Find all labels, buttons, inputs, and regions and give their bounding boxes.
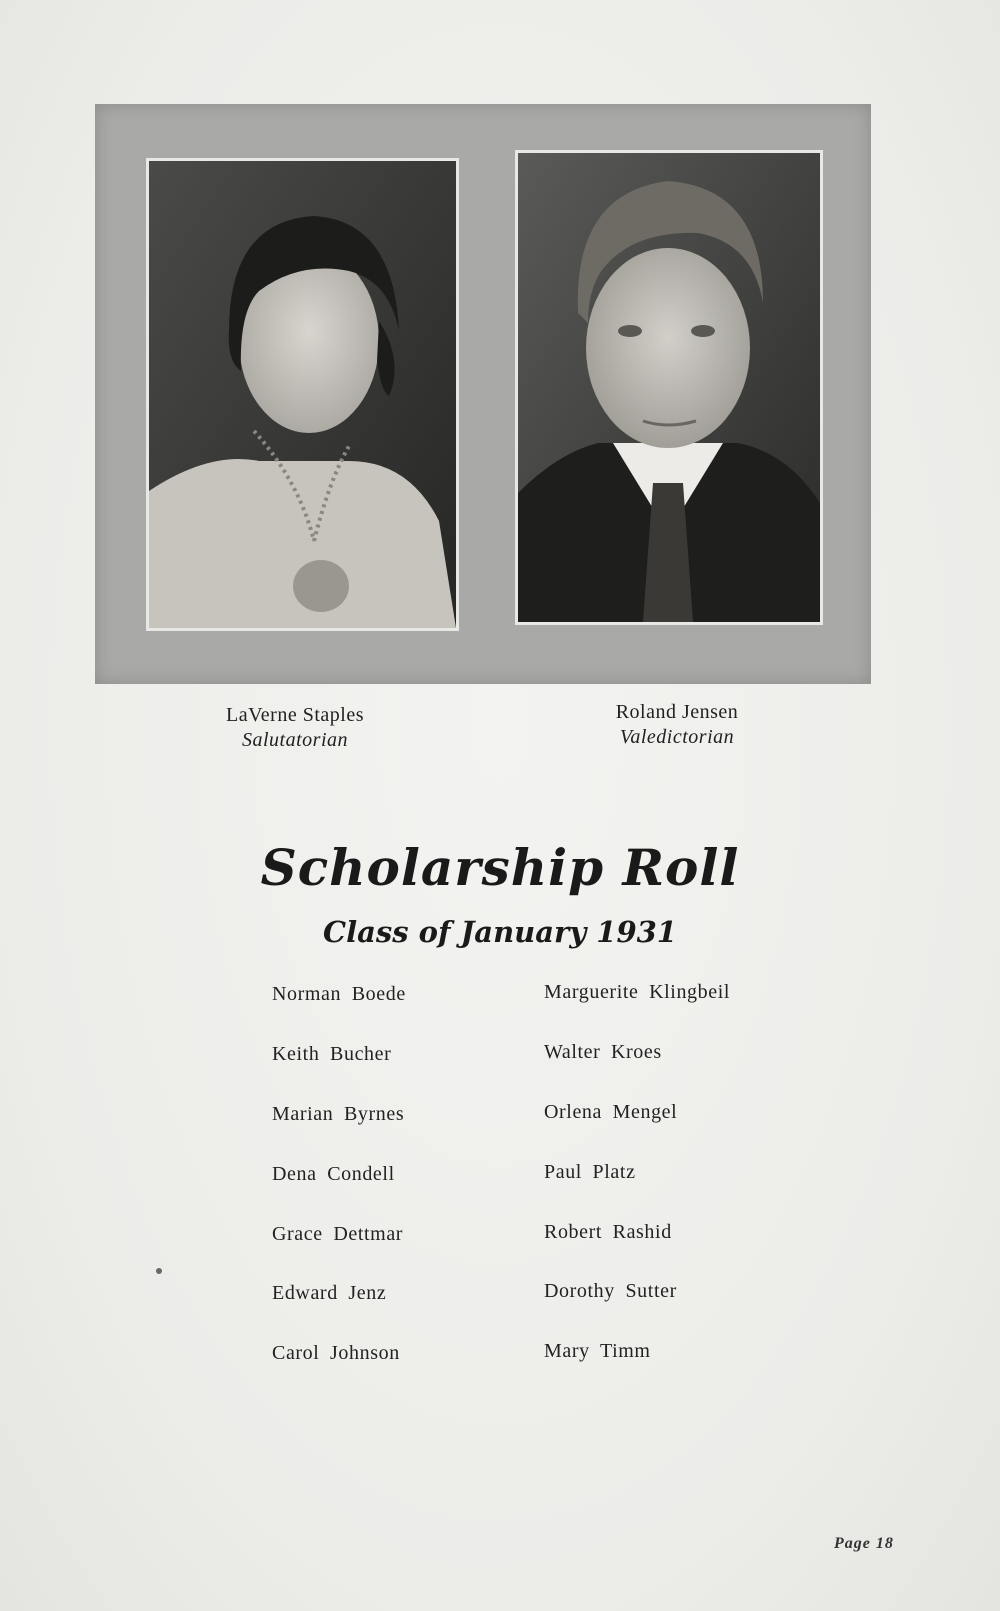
list-item: Edward Jenz: [272, 1282, 387, 1304]
list-item: Norman Boede: [272, 983, 406, 1005]
list-item: Orlena Mengel: [544, 1101, 678, 1123]
list-item: Keith Bucher: [272, 1043, 392, 1065]
caption-salutatorian: [195, 703, 395, 753]
list-item: Grace Dettmar: [272, 1223, 404, 1245]
portrait-name: Roland Jensen: [615, 701, 739, 723]
page-number: Page 18: [834, 1535, 894, 1552]
portrait-name: LaVerne Staples: [225, 704, 364, 726]
list-item: Mary Timm: [544, 1340, 651, 1362]
page-title: Scholarship Roll: [260, 838, 740, 897]
list-item: Dena Condell: [272, 1163, 395, 1185]
portrait-role: Salutatorian: [241, 729, 348, 751]
list-item: Robert Rashid: [544, 1221, 672, 1243]
list-item: Marian Byrnes: [272, 1103, 405, 1125]
caption-valedictorian: [577, 700, 777, 750]
list-item: Carol Johnson: [272, 1342, 400, 1364]
list-item: Marguerite Klingbeil: [544, 981, 731, 1003]
list-item: Paul Platz: [544, 1161, 636, 1183]
list-item: Walter Kroes: [544, 1041, 662, 1063]
portrait-photo-valedictorian: [515, 150, 823, 625]
list-item: Dorothy Sutter: [544, 1280, 677, 1302]
ink-speck: [156, 1268, 162, 1274]
portrait-role: Valedictorian: [619, 726, 735, 748]
page-subtitle: Class of January 1931: [323, 915, 677, 949]
photo-mount: [95, 104, 871, 684]
portrait-photo-salutatorian: [146, 158, 459, 631]
